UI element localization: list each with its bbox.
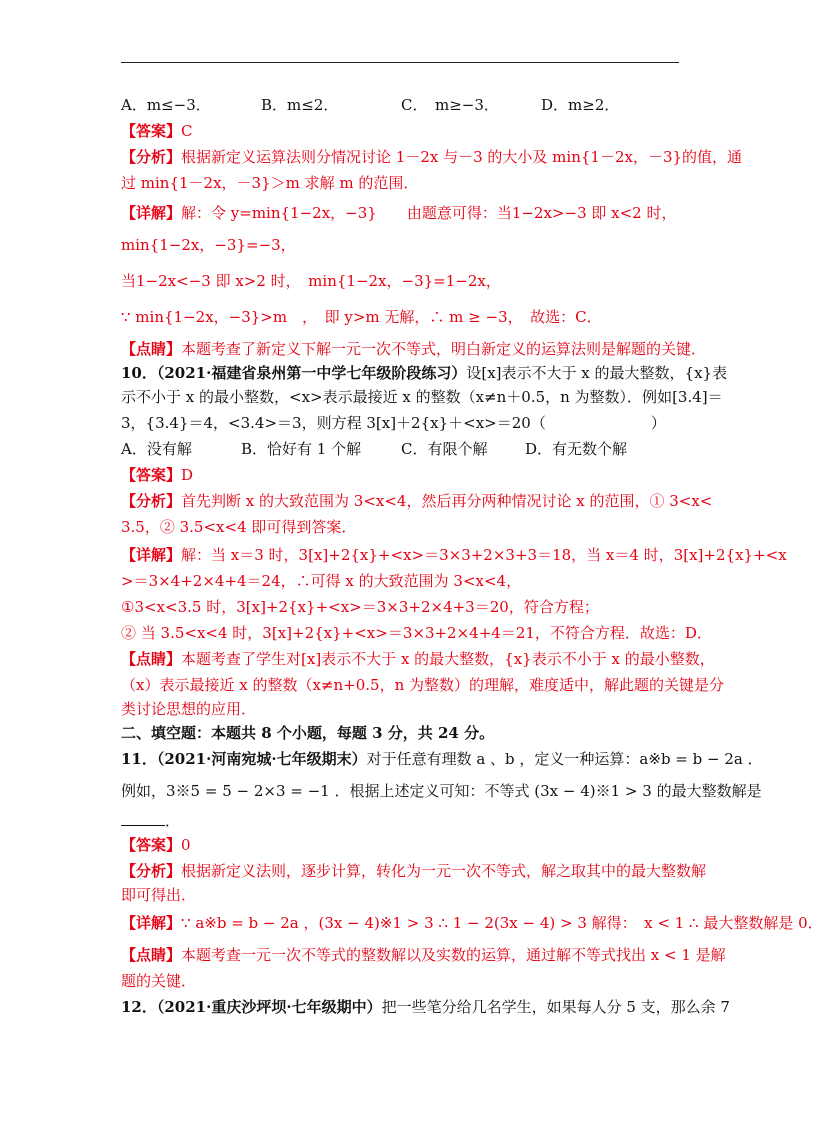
- q11-stem-line-2: 例如，3※5 = 5 − 2×3 = −1 ．根据上述定义可知：不等式 (3x − 4)※1 > 3 的最大整数解是: [121, 782, 762, 800]
- q12-stem: [121, 996, 730, 1018]
- q10-detail-line-3: ①3<x<3.5 时，3[x]+2{x}+<x>＝3×3+2×4+3＝20，符合方程；: [121, 598, 599, 616]
- comment-tag: 【点睛】: [121, 946, 182, 964]
- answer-tag: 【答案】: [121, 836, 182, 854]
- q10-option-b: B．恰好有 1 个解: [241, 440, 362, 458]
- analysis-tag: 【分析】: [121, 492, 182, 510]
- detail-line: 解：令 y=min{1−2x，−3} 由题意可得：当1−2x>−3 即 x<2 时，: [181, 204, 677, 222]
- detail-line: 解：当 x＝3 时，3[x]+2{x}+<x>＝3×3+2×3+3＝18，当 x＝4 时，3[x]+2{x}+<x: [181, 546, 787, 564]
- question-number: 12．: [121, 998, 157, 1016]
- answer-blank[interactable]: [121, 811, 165, 826]
- q9-answer: [121, 120, 681, 142]
- stem-line: 设[x]表示不大于 x 的最大整数，{x}表: [466, 364, 728, 382]
- q10-analysis: [121, 490, 713, 512]
- q11-stem-line-3: [121, 810, 681, 832]
- q10-analysis-cont: 3.5，② 3.5<x<4 即可得到答案．: [121, 518, 357, 536]
- q9-options: [121, 94, 681, 116]
- comment-tag: 【点睛】: [121, 340, 182, 358]
- q10-comment: [121, 648, 715, 670]
- q10-options: [121, 438, 681, 460]
- answer-tag: 【答案】: [121, 122, 182, 140]
- answer-value: C: [181, 122, 193, 140]
- comment-text: 本题考查了新定义下解一元一次不等式，明白新定义的运算法则是解题的关键．: [181, 340, 707, 358]
- q10-stem-line-2: 示不小于 x 的最小整数，<x>表示最接近 x 的整数（x≠n＋0.5，n 为整数）．例如[3.4]＝: [121, 388, 723, 406]
- q11-analysis-cont: 即可得出．: [121, 886, 197, 904]
- q9-option-d: D．m≥2．: [541, 96, 620, 114]
- section-heading: 二、填空题：本题共 8 个小题，每题 3 分，共 24 分。: [121, 724, 495, 742]
- q11-detail: [121, 912, 823, 934]
- q9-detail: [121, 202, 681, 224]
- q10-detail-line-2: >＝3×4+2×4+4＝24，∴可得 x 的大致范围为 3<x<4，: [121, 572, 522, 590]
- q11-comment-line-2: 题的关键．: [121, 972, 197, 990]
- analysis-tag: 【分析】: [121, 148, 182, 166]
- detail-tag: 【详解】: [121, 546, 182, 564]
- q10-comment-line-2: （x）表示最接近 x 的整数（x≠n+0.5，n 为整数）的理解，难度适中，解此题的关键是分: [121, 676, 724, 694]
- q10-answer: [121, 464, 681, 486]
- comment-tag: 【点睛】: [121, 650, 182, 668]
- stem-line: 把一些笔分给几名学生，如果每人分 5 支，那么余 7: [381, 998, 730, 1016]
- answer-tag: 【答案】: [121, 466, 182, 484]
- q10-comment-line-3: 类讨论思想的应用．: [121, 700, 257, 718]
- q9-option-b: B．m≤2．: [261, 96, 339, 114]
- analysis-line: 首先判断 x 的大致范围为 3<x<4，然后再分两种情况讨论 x 的范围，① 3<x<: [181, 492, 713, 510]
- question-source: （2021·福建省泉州第一中学七年级阶段练习）: [156, 364, 467, 382]
- q10-option-a: A．没有解: [121, 440, 192, 458]
- q11-stem: [121, 748, 763, 770]
- question-source: （2021·重庆沙坪坝·七年级期中）: [156, 998, 382, 1016]
- q10-detail-line-4: ② 当 3.5<x<4 时，3[x]+2{x}+<x>＝3×3+2×4+4＝21，不符合方程．故选：D．: [121, 624, 712, 642]
- q9-analysis-cont: 过 min{1－2x，－3}＞m 求解 m 的范围．: [121, 174, 419, 192]
- q10-stem: [121, 362, 728, 384]
- q9-analysis: [121, 146, 743, 168]
- question-number: 10．: [121, 364, 157, 382]
- question-source: （2021·河南宛城·七年级期末）: [156, 750, 367, 768]
- answer-value: 0: [181, 836, 191, 854]
- stem-end: ．: [165, 812, 181, 830]
- comment-line: 本题考查一元一次不等式的整数解以及实数的运算，通过解不等式找出 x < 1 是解: [181, 946, 726, 964]
- q10-option-d: D．有无数个解: [525, 440, 628, 458]
- q9-detail-line-3: 当1−2x<−3 即 x>2 时， min{1−2x，−3}=1−2x，: [121, 272, 501, 290]
- q9-option-c: C． m≥−3．: [401, 96, 499, 114]
- stem-line: 对于任意有理数 a 、b ，定义一种运算：a※b = b − 2a ．: [366, 750, 763, 768]
- header-rule: [121, 62, 679, 63]
- answer-value: D: [181, 466, 194, 484]
- analysis-line: 根据新定义法则，逐步计算，转化为一元一次不等式，解之取其中的最大整数解: [181, 862, 707, 880]
- q10-option-c: C．有限个解: [401, 440, 488, 458]
- q11-analysis: [121, 860, 707, 882]
- analysis-line: 根据新定义运算法则分情况讨论 1－2x 与－3 的大小及 min{1－2x，－3}的值，通: [181, 148, 743, 166]
- q9-detail-line-2: min{1−2x，−3}=−3，: [121, 236, 296, 254]
- analysis-tag: 【分析】: [121, 862, 182, 880]
- q10-detail: [121, 544, 787, 566]
- q9-option-a: A．m≤−3．: [121, 96, 211, 114]
- q11-answer: [121, 834, 681, 856]
- detail-tag: 【详解】: [121, 914, 182, 932]
- comment-line: 本题考查了学生对[x]表示不大于 x 的最大整数，{x}表示不小于 x 的最小整数，: [181, 650, 715, 668]
- q10-stem-line-3: 3，{3.4}＝4，<3.4>＝3，则方程 3[x]＋2{x}＋<x>＝20（ ）: [121, 414, 666, 432]
- question-number: 11．: [121, 750, 157, 768]
- q9-comment: [121, 338, 707, 360]
- detail-line: ∵ a※b = b − 2a ，(3x − 4)※1 > 3 ∴ 1 − 2(3x − 4) > 3 解得： x < 1 ∴ 最大整数解是 0．: [181, 914, 823, 932]
- q9-detail-line-4: ∵ min{1−2x，−3}>m ， 即 y>m 无解，∴ m ≥ −3， 故选：C．: [121, 308, 602, 326]
- q11-comment: [121, 944, 726, 966]
- detail-tag: 【详解】: [121, 204, 182, 222]
